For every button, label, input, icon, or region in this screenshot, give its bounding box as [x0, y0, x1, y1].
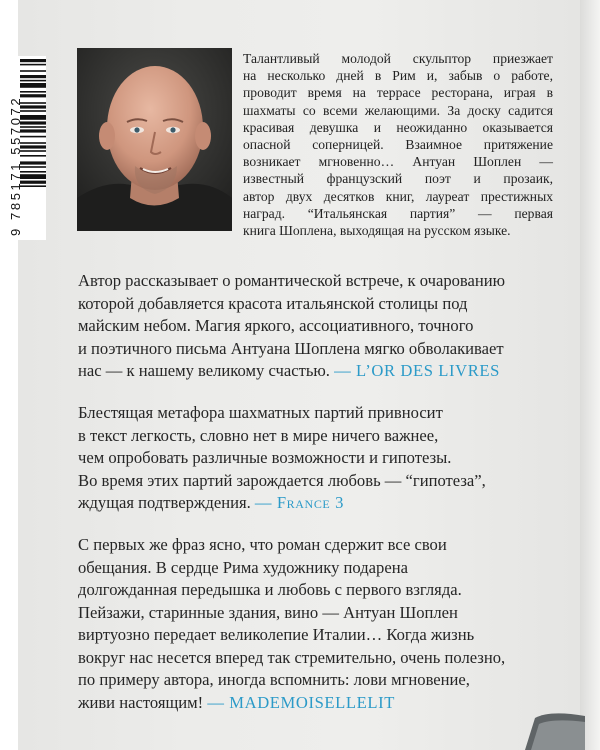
review-line: чем опробовать различные возможности и гипотезы. — [78, 448, 452, 467]
bio-line: наград. “Итальянская партия” — первая — [243, 205, 553, 221]
cover-edge — [580, 0, 600, 750]
review-line: майским небом. Магия яркого, ассоциативного, точного — [78, 316, 474, 335]
barcode — [0, 56, 46, 240]
review-line: вокруг нас несется вперед так стремительно, очень полезно, — [78, 647, 506, 667]
bio-line: возникает мгновенно… Антуан Шоплен — — [243, 154, 553, 170]
review-line: ждущая подтверждения. — [78, 493, 251, 512]
review-line: которой добавляется красота итальянской столицы под — [78, 293, 468, 313]
author-photo — [77, 48, 232, 231]
bio-line: на несколько дней в Рим и, забыв о работе, — [243, 68, 553, 84]
bio-line: известный французский поэт и прозаик, — [243, 171, 553, 187]
bio-line: проводит время на террасе ресторана, играя в — [243, 85, 553, 101]
review-source: — MADEMOISELLELIT — [207, 692, 395, 712]
review-line: по примеру автора, иногда вспомнить: лови мгновение, — [78, 670, 470, 689]
review-line: Блестящая метафора шахматных партий привносит — [78, 403, 443, 422]
author-bio — [243, 50, 553, 239]
bio-line: автор двух десятков книг, лауреат престижных — [243, 188, 553, 204]
review-line: Пейзажи, старинные здания, вино — Антуан Шоплен — [78, 602, 458, 622]
review-line: живи настоящим! — [78, 692, 204, 712]
bio-line: шахматы со всеми желающими. За доску садится — [243, 102, 553, 118]
bio-line: книга Шоплена, выходящая на русском языке. — [243, 223, 511, 239]
bio-line: Талантливый молодой скульптор приезжает — [243, 51, 553, 66]
review-line: нас — к нашему великому счастью. — [78, 361, 330, 380]
review-line: Во время этих партий зарождается любовь — “гипотеза”, — [78, 470, 486, 490]
review-2 — [78, 402, 558, 515]
review-line: и поэтичного письма Антуана Шоплена мягко обволакивает — [78, 338, 504, 358]
review-1 — [78, 270, 558, 383]
review-source: — France 3 — [254, 493, 344, 512]
isbn-number: 9 785171 557072 — [8, 95, 23, 236]
cover-corner-decoration — [505, 700, 585, 750]
review-line: Автор рассказывает о романтической встрече, к очарованию — [78, 271, 506, 290]
review-source: — L’OR DES LIVRES — [334, 361, 500, 380]
review-line: обещания. В сердце Рима художнику подарена — [78, 557, 408, 577]
review-line: виртуозно передает великолепие Италии… Когда жизнь — [78, 625, 475, 644]
bio-line: опасной соперницей. Взаимное притяжение — [243, 137, 553, 153]
bio-line: красивая девушка и неожиданно оказывается — [243, 119, 553, 135]
review-line: долгожданная передышка и любовь с первого взгляда. — [78, 580, 462, 599]
review-line: С первых же фраз ясно, что роман сдержит все свои — [78, 535, 447, 554]
review-line: в текст легкость, словно нет в мире ничего важнее, — [78, 425, 439, 445]
review-3 — [78, 534, 558, 714]
